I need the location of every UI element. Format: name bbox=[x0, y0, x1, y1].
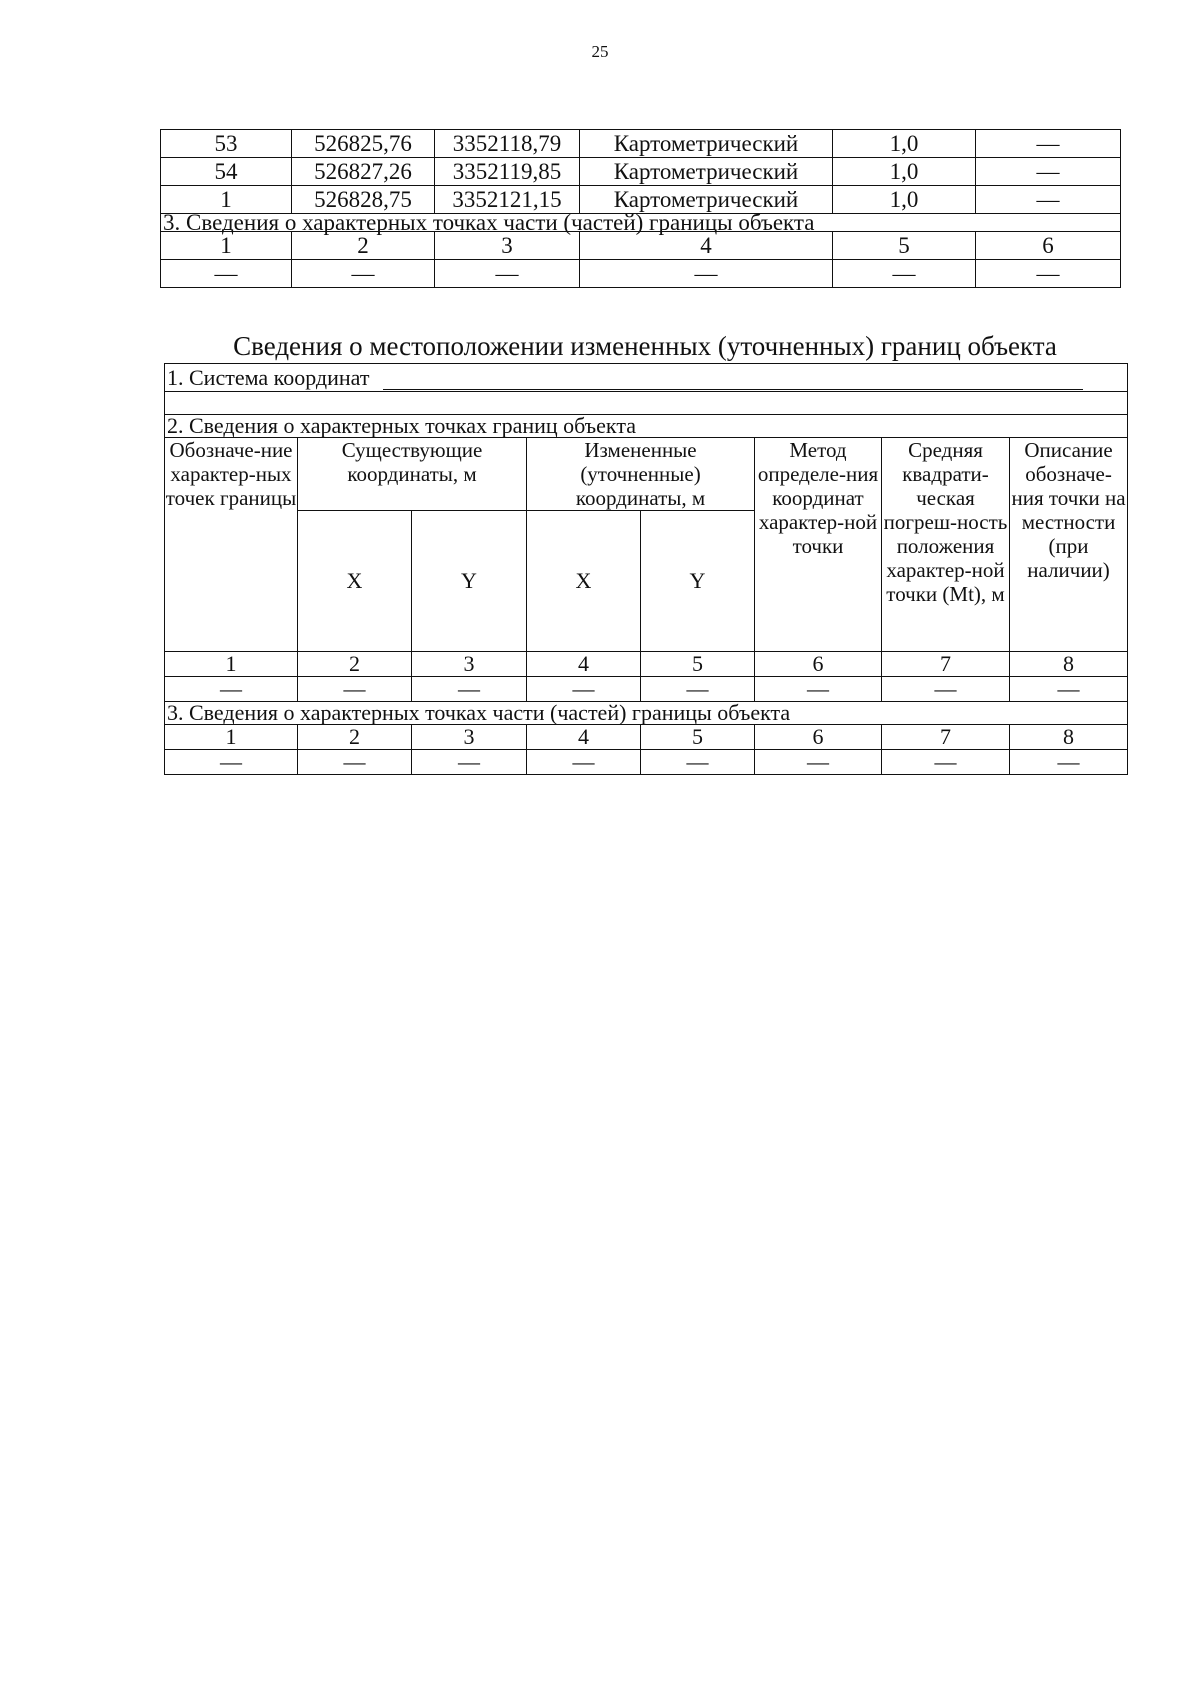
coord-x: 526825,76 bbox=[292, 130, 435, 158]
point-number: 53 bbox=[161, 130, 292, 158]
blank-cell bbox=[165, 392, 1128, 415]
coord-y: 3352119,85 bbox=[435, 158, 580, 186]
table-row bbox=[161, 130, 1121, 158]
page-number: 25 bbox=[591, 42, 609, 61]
dash-cell: — bbox=[298, 750, 412, 775]
column-number: 4 bbox=[527, 725, 641, 750]
dash-row bbox=[165, 750, 1128, 775]
column-number: 4 bbox=[580, 232, 833, 260]
section3-label: 3. Сведения о характерных точках части (частей) границы объекта bbox=[165, 702, 1128, 725]
header-changed-x: X bbox=[527, 511, 641, 652]
header-description: Описание обозначе-ния точки на местности (при наличии) bbox=[1010, 438, 1128, 652]
column-number: 8 bbox=[1010, 652, 1128, 677]
point-number: 1 bbox=[161, 186, 292, 214]
column-numbers-row bbox=[165, 652, 1128, 677]
dash-row bbox=[161, 260, 1121, 288]
error: 1,0 bbox=[833, 130, 976, 158]
section2-label: 2. Сведения о характерных точках границ объекта bbox=[165, 415, 1128, 438]
header-existing-x: X bbox=[298, 511, 412, 652]
dash-cell: — bbox=[412, 677, 527, 702]
description: — bbox=[976, 158, 1121, 186]
column-number: 2 bbox=[298, 652, 412, 677]
coord-system-line bbox=[383, 371, 1083, 390]
column-number: 8 bbox=[1010, 725, 1128, 750]
dash-cell: — bbox=[641, 750, 755, 775]
header-existing-y: Y bbox=[412, 511, 527, 652]
dash-cell: — bbox=[882, 750, 1010, 775]
header-row bbox=[165, 438, 1128, 511]
column-number: 3 bbox=[412, 652, 527, 677]
dash-cell: — bbox=[755, 677, 882, 702]
column-number: 6 bbox=[755, 725, 882, 750]
column-number: 5 bbox=[641, 725, 755, 750]
dash-cell: — bbox=[412, 750, 527, 775]
dash-cell: — bbox=[1010, 677, 1128, 702]
column-number: 1 bbox=[165, 652, 298, 677]
method: Картометрический bbox=[580, 130, 833, 158]
point-number: 54 bbox=[161, 158, 292, 186]
coord-y: 3352118,79 bbox=[435, 130, 580, 158]
column-numbers-row bbox=[165, 725, 1128, 750]
dash-cell: — bbox=[641, 677, 755, 702]
column-number: 1 bbox=[165, 725, 298, 750]
dash-cell: — bbox=[298, 677, 412, 702]
coord-x: 526828,75 bbox=[292, 186, 435, 214]
dash-cell: — bbox=[165, 677, 298, 702]
section3-row bbox=[161, 214, 1121, 232]
column-number: 4 bbox=[527, 652, 641, 677]
header-changed-y: Y bbox=[641, 511, 755, 652]
column-number: 7 bbox=[882, 652, 1010, 677]
error: 1,0 bbox=[833, 158, 976, 186]
dash-cell: — bbox=[435, 260, 580, 288]
column-number: 6 bbox=[976, 232, 1121, 260]
coord-y: 3352121,15 bbox=[435, 186, 580, 214]
coord-system-cell bbox=[165, 364, 1128, 392]
dash-cell: — bbox=[833, 260, 976, 288]
header-existing-coords: Существующие координаты, м bbox=[298, 438, 527, 511]
dash-cell: — bbox=[580, 260, 833, 288]
dash-cell: — bbox=[882, 677, 1010, 702]
section3-row bbox=[165, 702, 1128, 725]
column-number: 3 bbox=[412, 725, 527, 750]
dash-row bbox=[165, 677, 1128, 702]
description: — bbox=[976, 130, 1121, 158]
coord-system-row bbox=[165, 364, 1128, 392]
column-number: 1 bbox=[161, 232, 292, 260]
dash-cell: — bbox=[1010, 750, 1128, 775]
column-number: 2 bbox=[292, 232, 435, 260]
method: Картометрический bbox=[580, 158, 833, 186]
column-number: 6 bbox=[755, 652, 882, 677]
dash-cell: — bbox=[527, 750, 641, 775]
method: Картометрический bbox=[580, 186, 833, 214]
column-numbers-row bbox=[161, 232, 1121, 260]
blank-row bbox=[165, 392, 1128, 415]
dash-cell: — bbox=[755, 750, 882, 775]
column-number: 2 bbox=[298, 725, 412, 750]
column-number: 7 bbox=[882, 725, 1010, 750]
error: 1,0 bbox=[833, 186, 976, 214]
coord-x: 526827,26 bbox=[292, 158, 435, 186]
header-method: Метод определе-ния координат характер-ной точки bbox=[755, 438, 882, 652]
coord-system-label: 1. Система координат bbox=[167, 364, 370, 390]
section-title: Сведения о местоположении измененных (уточненных) границ объекта bbox=[233, 331, 1057, 361]
section2-row bbox=[165, 415, 1128, 438]
table-row bbox=[161, 158, 1121, 186]
dash-cell: — bbox=[292, 260, 435, 288]
dash-cell: — bbox=[165, 750, 298, 775]
changed-boundaries-table bbox=[164, 363, 1128, 775]
column-number: 3 bbox=[435, 232, 580, 260]
top-coordinates-table bbox=[160, 129, 1121, 288]
column-number: 5 bbox=[641, 652, 755, 677]
dash-cell: — bbox=[527, 677, 641, 702]
header-changed-coords: Измененные (уточненные) координаты, м bbox=[527, 438, 755, 511]
dash-cell: — bbox=[161, 260, 292, 288]
description: — bbox=[976, 186, 1121, 214]
header-designation: Обозначе-ние характер-ных точек границы bbox=[165, 438, 298, 652]
column-number: 5 bbox=[833, 232, 976, 260]
header-error: Средняя квадрати-ческая погреш-ность положения характер-ной точки (Mt), м bbox=[882, 438, 1010, 652]
section3-label: 3. Сведения о характерных точках части (частей) границы объекта bbox=[161, 214, 1121, 232]
dash-cell: — bbox=[976, 260, 1121, 288]
